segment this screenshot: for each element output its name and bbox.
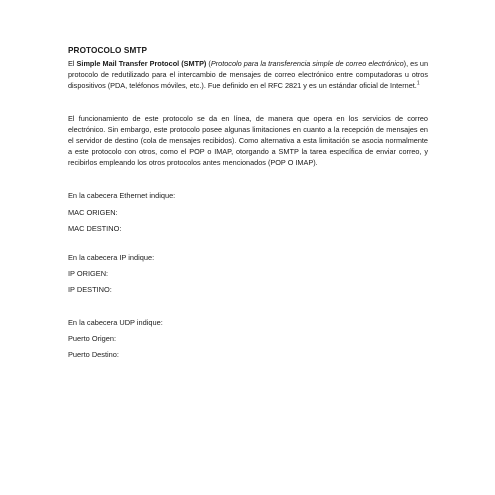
intro-paragraph (68, 58, 428, 91)
ethernet-heading: En la cabecera Ethernet indique: (68, 191, 176, 200)
protocol-translation: Protocolo para la transferencia simple de correo electrónico (210, 59, 404, 68)
intro-mid: ( (206, 59, 211, 68)
function-paragraph: El funcionamiento de este protocolo se da en línea, de manera que opera en los servicios de correo electrónico. Sin embargo, este protocolo posee algunas limitaciones en cuanto a la recepción de mensajes en el servidor de destino (cola de mensajes recibidos). Como alternativa a esta limitación se asocia normalmente a este protocolo con otros, como el POP o IMAP, otorgando a SMTP la tarea específica de enviar correo, y recibirlos empleando los otros protocolos antes mencionados (POP O IMAP). (68, 114, 428, 167)
udp-heading: En la cabecera UDP indique: (68, 318, 163, 327)
mac-destino-label: MAC DESTINO: (68, 224, 122, 233)
protocol-name: Simple Mail Transfer Protocol (SMTP) (76, 59, 207, 68)
ip-destino-label: IP DESTINO: (68, 285, 112, 294)
ip-origen-label: IP ORIGEN: (68, 269, 109, 278)
intro-rest: ), es un protocolo de redutilizado para el intercambio de mensajes de correo electrónico entre computadoras u otros dispositivos (PDA, teléfonos móviles, etc.). Fue definido en el RFC 2821 y es un estándar oficial de Internet. (68, 59, 429, 90)
document-title: PROTOCOLO SMTP (68, 46, 148, 55)
mac-origen-label: MAC ORIGEN: (68, 208, 118, 217)
puerto-origen-label: Puerto Origen: (68, 334, 117, 343)
ip-heading: En la cabecera IP indique: (68, 253, 155, 262)
intro-prefix: El (68, 59, 77, 68)
footnote-marker: 1 (416, 80, 420, 87)
puerto-destino-label: Puerto Destino: (68, 350, 119, 359)
